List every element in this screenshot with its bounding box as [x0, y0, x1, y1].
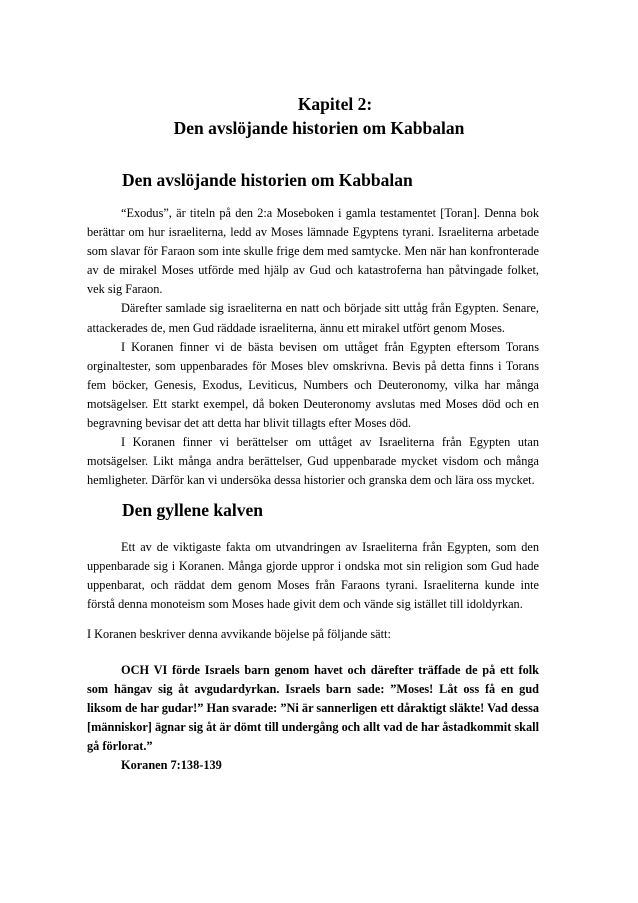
section-body-intro-quote [87, 625, 539, 644]
quran-quote [87, 661, 539, 776]
quote-citation: Koranen 7:138-139 [121, 758, 222, 773]
paragraph: “Exodus”, är titeln på den 2:a Moseboken i gamla testamentet [Toran]. Denna bok berättar om hur israeliterna, ledd av Moses lämnade Egyptens tyrani. Israeliterna arbetade som slavar för Faraon som inte skulle frige dem med samtycke. Men när han konfronterade av de mirakel Moses utförde med hjälp av Gud och katastroferna han påtvingade folket, vek sig Faraon. [87, 206, 539, 297]
paragraph: I Koranen beskriver denna avvikande böjelse på följande sätt: [87, 627, 391, 641]
paragraph: I Koranen finner vi berättelser om uttåget av Israeliterna från Egypten utan motsägelser. Likt många andra berättelser, Gud uppenbarade mycket visdom och många hemligheter. Därför kan vi undersöka dessa historier och granska dem och lära oss mycket. [87, 435, 539, 488]
paragraph: Därefter samlade sig israeliterna en natt och började sitt uttåg från Egypten. Senare, attackerades de, men Gud räddade israeliterna, ännu ett mirakel utfört genom Moses. [87, 301, 539, 335]
chapter-subtitle: Den avslöjande historien om Kabbalan [173, 118, 465, 138]
section-heading-gyllene-kalven: Den gyllene kalven [122, 500, 263, 520]
paragraph: I Koranen finner vi de bästa bevisen om uttåget från Egypten eftersom Torans orginaltester, som uppenbarades för Moses blev omskrivna. Bevis på detta finns i Torans fem böcker, Genesis, Exodus, Leviticus, Numbers och Deuteronomy, vilka har många motsägelser. Ett starkt exempel, då boken Deuteronomy avslutas med Moses död och en begravning bevisar det att detta har blivit tillagts efter Moses död. [87, 339, 539, 431]
chapter-title [0, 92, 638, 140]
paragraph: Ett av de viktigaste fakta om utvandringen av Israeliterna från Egypten, som den uppenbarade sig i Koranen. Många gjorde uppror i ondska mot sin religion som Gud hade uppenbarat, och räddat dem genom Moses från Faraons tyrani. Israeliterna kunde inte förstå denna monoteism som Moses hade givit dem och vände sig istället till idoldyrkan. [87, 540, 539, 612]
quote-text: OCH VI förde Israels barn genom havet och därefter träffade de på ett folk som hängav sig åt avgudardyrkan. Israels barn sade: ”Moses! Låt oss få en gud liksom de har gudar!” Han svarade: ”Ni är sannerligen ett dåraktigt släkte! Vad dessa [människor] ägnar sig åt är dömt till undergång och allt vad de har åstadkommit skall gå förlorat.” [87, 663, 539, 754]
section-body-gyllene-kalven [87, 538, 539, 614]
section-body-kabbalan [87, 204, 539, 490]
chapter-number: Kapitel 2: [297, 94, 373, 114]
section-heading-kabbalan: Den avslöjande historien om Kabbalan [122, 170, 413, 190]
